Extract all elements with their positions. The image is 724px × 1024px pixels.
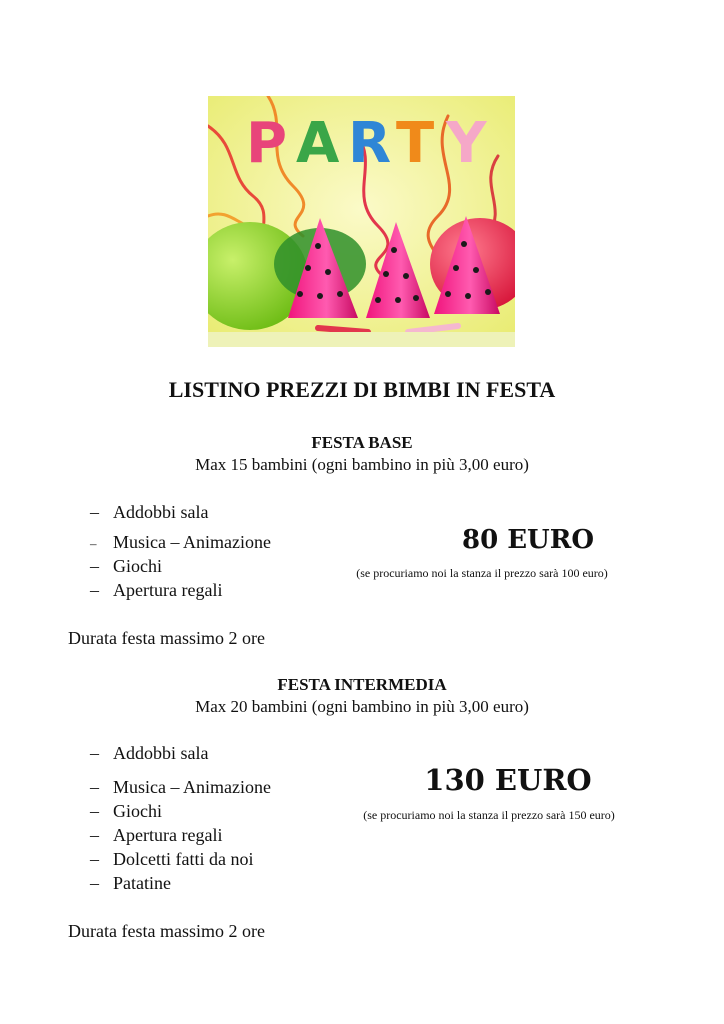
svg-text:A: A [296, 111, 340, 176]
package-price: 80 EURO [462, 525, 594, 555]
package-name: FESTA BASE [311, 433, 413, 452]
item-label: Giochi [113, 801, 162, 821]
package-name: FESTA INTERMEDIA [277, 675, 447, 694]
list-marker: – [90, 502, 99, 522]
item-label: Addobbi sala [113, 502, 209, 522]
svg-text:R: R [348, 111, 392, 176]
list-item [90, 775, 271, 799]
item-label: Apertura regali [113, 580, 223, 600]
duration-text: Durata festa massimo 2 ore [68, 628, 265, 648]
list-item [90, 799, 271, 823]
package-subtitle: Max 15 bambini (ogni bambino in più 3,00 euro) [195, 455, 529, 474]
list-item [90, 823, 271, 847]
list-item [90, 530, 271, 554]
list-marker: – [90, 536, 97, 551]
item-label: Giochi [113, 556, 162, 576]
duration-text: Durata festa massimo 2 ore [68, 921, 265, 941]
list-marker: – [90, 743, 99, 763]
package-subtitle: Max 20 bambini (ogni bambino in più 3,00 euro) [195, 697, 529, 716]
item-label: Musica – Animazione [113, 532, 271, 552]
list-item [90, 871, 271, 895]
package-price: 130 EURO [424, 763, 592, 797]
list-item [90, 741, 271, 765]
item-label: Apertura regali [113, 825, 223, 845]
package-items-list [90, 741, 271, 895]
list-marker: – [90, 825, 99, 845]
svg-text:Y: Y [446, 111, 487, 176]
page-title: LISTINO PREZZI DI BIMBI IN FESTA [168, 377, 556, 402]
list-marker: – [90, 849, 99, 869]
svg-text:P: P [246, 111, 288, 176]
item-label: Addobbi sala [113, 743, 209, 763]
list-marker: – [90, 580, 99, 600]
price-note: (se procuriamo noi la stanza il prezzo sarà 150 euro) [363, 808, 615, 822]
list-marker: – [90, 801, 99, 821]
item-label: Musica – Animazione [113, 777, 271, 797]
price-note: (se procuriamo noi la stanza il prezzo sarà 100 euro) [356, 566, 608, 580]
list-marker: – [90, 556, 99, 576]
list-marker: – [90, 777, 99, 797]
list-item [90, 578, 271, 602]
item-label: Patatine [113, 873, 171, 893]
list-item [90, 847, 271, 871]
item-label: Dolcetti fatti da noi [113, 849, 254, 869]
list-item [90, 500, 271, 524]
list-marker: – [90, 873, 99, 893]
party-image [208, 96, 515, 347]
package-items-list [90, 500, 271, 602]
list-item [90, 554, 271, 578]
svg-text:T: T [396, 111, 435, 176]
